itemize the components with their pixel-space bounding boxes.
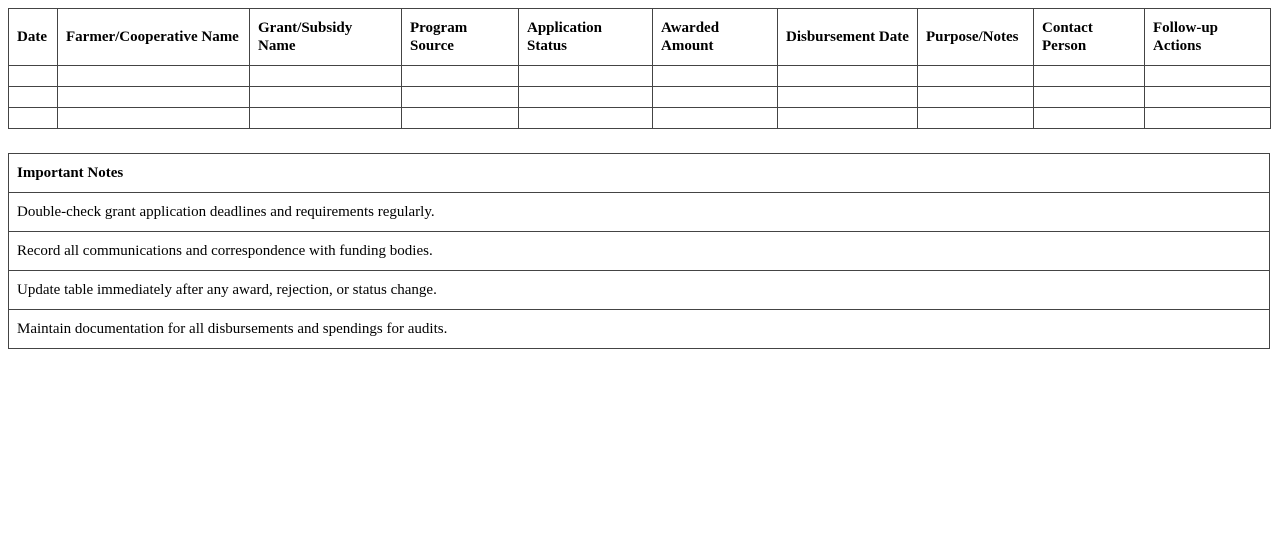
table-cell[interactable] <box>1034 66 1145 87</box>
table-cell[interactable] <box>250 87 402 108</box>
table-cell[interactable] <box>1145 66 1271 87</box>
table-row <box>9 87 1271 108</box>
table-cell[interactable] <box>778 108 918 129</box>
table-cell[interactable] <box>402 108 519 129</box>
header-purpose-notes: Purpose/Notes <box>918 9 1034 66</box>
table-cell[interactable] <box>918 87 1034 108</box>
table-cell[interactable] <box>918 108 1034 129</box>
table-cell[interactable] <box>653 66 778 87</box>
table-cell[interactable] <box>402 66 519 87</box>
table-row <box>9 66 1271 87</box>
header-date: Date <box>9 9 58 66</box>
note-item: Double-check grant application deadlines and requirements regularly. <box>9 193 1270 232</box>
table-row <box>9 108 1271 129</box>
header-follow-up-actions: Follow-up Actions <box>1145 9 1271 66</box>
table-cell[interactable] <box>250 108 402 129</box>
table-cell[interactable] <box>58 87 250 108</box>
header-disbursement-date: Disbursement Date <box>778 9 918 66</box>
header-program-source: Program Source <box>402 9 519 66</box>
table-cell[interactable] <box>519 108 653 129</box>
notes-title: Important Notes <box>9 154 1270 193</box>
table-cell[interactable] <box>778 87 918 108</box>
table-cell[interactable] <box>250 66 402 87</box>
table-cell[interactable] <box>9 108 58 129</box>
table-cell[interactable] <box>58 108 250 129</box>
note-item: Record all communications and correspondence with funding bodies. <box>9 232 1270 271</box>
table-cell[interactable] <box>519 66 653 87</box>
table-cell[interactable] <box>1034 108 1145 129</box>
table-cell[interactable] <box>519 87 653 108</box>
grants-table <box>8 8 1271 129</box>
header-contact-person: Contact Person <box>1034 9 1145 66</box>
important-notes-table <box>8 153 1270 349</box>
header-farmer-name: Farmer/Cooperative Name <box>58 9 250 66</box>
table-cell[interactable] <box>1034 87 1145 108</box>
table-cell[interactable] <box>918 66 1034 87</box>
header-awarded-amount: Awarded Amount <box>653 9 778 66</box>
note-item: Maintain documentation for all disbursements and spendings for audits. <box>9 310 1270 349</box>
table-cell[interactable] <box>58 66 250 87</box>
note-item: Update table immediately after any award, rejection, or status change. <box>9 271 1270 310</box>
table-cell[interactable] <box>1145 108 1271 129</box>
header-row <box>9 9 1271 66</box>
table-cell[interactable] <box>9 66 58 87</box>
table-cell[interactable] <box>778 66 918 87</box>
header-grant-name: Grant/Subsidy Name <box>250 9 402 66</box>
table-cell[interactable] <box>653 108 778 129</box>
table-cell[interactable] <box>1145 87 1271 108</box>
table-cell[interactable] <box>9 87 58 108</box>
table-cell[interactable] <box>402 87 519 108</box>
header-application-status: Application Status <box>519 9 653 66</box>
table-cell[interactable] <box>653 87 778 108</box>
